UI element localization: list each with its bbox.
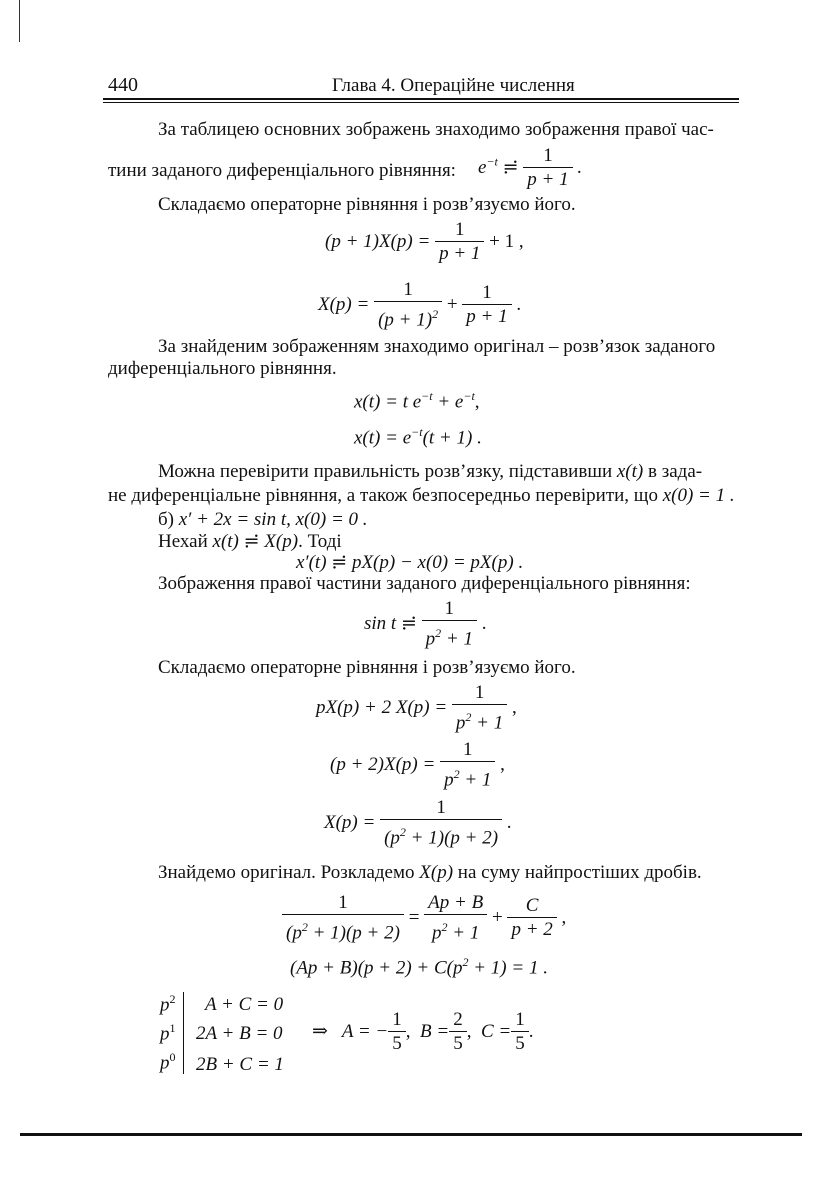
paragraph-line: За таблицею основних зображень знаходимо зображення правої час-	[158, 119, 714, 140]
paragraph-line: За знайденим зображенням знаходимо оригінал – розв’язок заданого	[158, 336, 716, 357]
paragraph-line: Складаємо операторне рівняння і розв’язуємо його.	[158, 194, 576, 215]
system-row: $p^2$	[160, 992, 176, 1016]
system-row: 2A + B = 0	[196, 1023, 283, 1044]
system-solution: ⇒ A = − $\frac{1}{5}$ , B = $\frac{2}{5}$ , C = $\frac{1}{5}$ .	[312, 1009, 534, 1054]
footer-rule	[20, 1133, 802, 1136]
paragraph-line: не диференціальне рівняння, а також безпосередньо перевірити, що x(0) = 1 .	[108, 485, 735, 506]
problem-b: б) x′ + 2x = sin t, x(0) = 0 .	[158, 509, 368, 530]
formula-exp-image: $e^{-t}$ ≓ $\frac{1}{p + 1}$ .	[478, 145, 583, 190]
paragraph-line: Зображення правої частини заданого диференціального рівняння:	[158, 573, 691, 594]
paragraph-line: диференціального рівняння.	[108, 358, 337, 379]
formula-derivative-image: x′(t) ≓ pX(p) − x(0) = pX(p) .	[296, 552, 524, 573]
formula-sin-image: sin t ≓ $\frac{1}{p^2 + 1}$ .	[364, 598, 487, 650]
formula-operator-eq-3: (p + 2)X(p) = $\frac{1}{p^2 + 1}$ ,	[330, 739, 505, 791]
system-row: A + C = 0	[205, 994, 284, 1015]
formula-operator-solution-1: X(p) = $\frac{1}{(p + 1)^2}$ + $\frac{1}{p + 1}$ .	[318, 279, 522, 331]
system-bracket	[183, 992, 184, 1074]
paragraph-line: Нехай x(t) ≓ X(p). Тоді	[158, 531, 342, 552]
system-row: 2B + C = 1	[196, 1054, 284, 1075]
paragraph-line: тини заданого диференціального рівняння:	[108, 160, 456, 181]
running-title: Глава 4. Операційне числення	[332, 75, 575, 96]
formula-operator-eq-2: pX(p) + 2 X(p) = $\frac{1}{p^2 + 1}$ ,	[316, 682, 517, 734]
formula-polynomial-identity: $(Ap + B)(p + 2) + C(p^2 + 1) = 1$ .	[290, 955, 548, 979]
paragraph-line: Складаємо операторне рівняння і розв’язуємо його.	[158, 657, 576, 678]
system-row: $p^1$	[160, 1021, 176, 1045]
formula-partial-fractions: $\frac{1}{(p^2 + 1)(p + 2)}$ = $\frac{Ap + B}{p^2 + 1}$ + $\frac{C}{p + 2}$ ,	[282, 892, 566, 945]
page-number: 440	[108, 74, 138, 96]
formula-original-2: $x(t) = e^{-t}(t + 1)$ .	[354, 425, 482, 449]
formula-operator-solution-2: X(p) = $\frac{1}{(p^2 + 1)(p + 2)}$ .	[324, 797, 512, 849]
paragraph-line: Можна перевірити правильність розв’язку, підставивши x(t) в зада-	[158, 461, 703, 482]
system-row: $p^0$	[160, 1050, 176, 1074]
header-rule	[103, 98, 739, 100]
header-rule-thin	[103, 102, 739, 103]
formula-original-1: x(t) = t $e^{-t} + e^{-t}$,	[354, 389, 480, 413]
margin-mark	[19, 0, 20, 42]
formula-operator-eq-1: (p + 1)X(p) = $\frac{1}{p + 1}$ + 1 ,	[325, 219, 524, 264]
paragraph-line: Знайдемо оригінал. Розкладемо X(p) на суму найпростіших дробів.	[158, 862, 702, 883]
